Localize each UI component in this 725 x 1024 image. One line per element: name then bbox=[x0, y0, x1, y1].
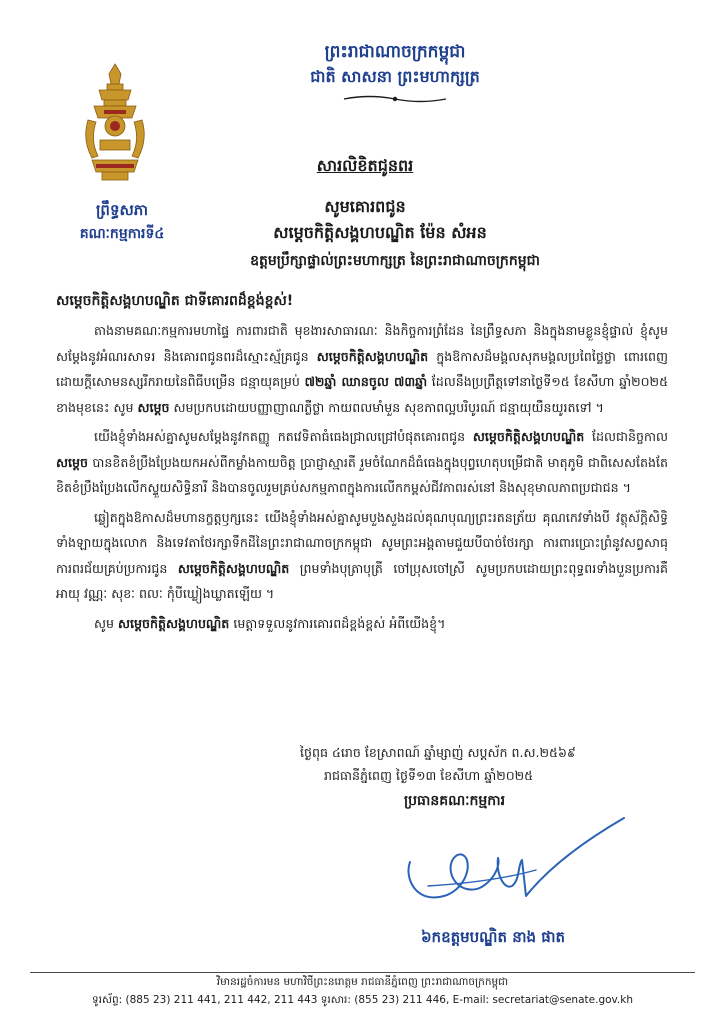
divider-ornament-icon bbox=[340, 94, 450, 104]
closing-line bbox=[56, 611, 668, 637]
letter-body bbox=[56, 288, 668, 636]
signer-name: ៦កឧត្តមបណ្ឌិត នាង ផាត bbox=[420, 928, 566, 946]
p2-text: បានខិតខំប្រឹងប្រែងយកអស់ពីកម្លាំងកាយចិត្ត ប្រាជ្ញាស្មារតី រួមចំណែកដ៏ធំធេងក្នុងបុព្វហេតុបម្រើជាតិ មាតុភូមិ ជាពិសេសតែងតែខិតខំប្រឹងប្រែងលើកស្ទួយសិទ្ធិនារី និងបានចូលរួមគ្រប់សកម្មភាពក្នុងការលើកកម្ពស់ជីវភាពរស់នៅ និងសុខុមាលភាពប្រជាជន ។ bbox=[56, 454, 668, 495]
addressee-position: ឧត្តមប្រឹក្សាផ្ទាល់ព្រះមហាក្សត្រ នៃព្រះរាជាណាចក្រកម្ពុជា bbox=[250, 253, 540, 269]
salutation: សម្តេចកិត្តិសង្គហបណ្ឌិត ជាទីគោរពដ៏ខ្ពង់ខ្ពស់! bbox=[56, 293, 294, 309]
closing-text: មេត្តាទទួលនូវការគោរពដ៏ខ្ពង់ខ្ពស់ អំពីយើងខ្ញុំ។ bbox=[229, 615, 446, 631]
paragraph-1 bbox=[56, 318, 668, 420]
p1-text: តាងនាមគណៈកម្មការមហាផ្ទៃ ការពារជាតិ មុខងារសាធារណៈ និងកិច្ចការព្រំដែន នៃព្រឹទ្ធសភា និងក្នុងនាមខ្លួនខ្ញុំផ្ទាល់ ខ្ញុំសូមសម្តែងនូវអំណរសាទរ និងគោរពជូនពរដ៏ស្មោះស្ម័គ្រជូន bbox=[56, 323, 668, 364]
addressee-intro: សូមគោរពជូន bbox=[324, 197, 406, 216]
paragraph-3 bbox=[56, 505, 668, 607]
lunar-date: ថ្ងៃពុធ ៤រោច ខែស្រាពណ៍ ឆ្នាំម្សាញ់ សប្តស័ក ព.ស.២៥៦៩ bbox=[300, 745, 576, 760]
addressee-name: សម្តេចកិត្តិសង្គហបណ្ឌិត ម៉ែន សំអន bbox=[273, 223, 487, 242]
closing-text: សូម bbox=[94, 615, 118, 631]
solar-date: រាជធានីភ្នំពេញ ថ្ងៃទី១៣ ខែសីហា ឆ្នាំ២០២៥ bbox=[324, 768, 534, 783]
national-motto: ជាតិ សាសនា ព្រះមហាក្សត្រ bbox=[310, 67, 480, 86]
p1-age: ៧២ឆ្នាំ ឈានចូល ៧៣ឆ្នាំ bbox=[304, 374, 428, 389]
royal-crest-icon bbox=[74, 60, 156, 190]
p2-emphasis: សម្តេចកិត្តិសង្គហបណ្ឌិត bbox=[472, 429, 585, 444]
p2-emphasis: សម្តេច bbox=[56, 454, 88, 470]
p1-text: សមប្រកបដោយបញ្ញាញាណភ្លឺថ្លា កាយពលមាំមួន សុខភាពល្អបរិបូរណ៍ ជន្មាយុយឺនយូរតទៅ ។ bbox=[169, 399, 604, 415]
footer-address: វិមានរដ្ឋចំការមន មហាវិថីព្រះនរោត្តម រាជធានីភ្នំពេញ ព្រះរាជាណាចក្រកម្ពុជា bbox=[216, 976, 509, 988]
p1-text: ដែលនឹងប្រព្រឹត្តទៅនាថ្ងៃទី១៥ ខែសីហា ឆ្នាំ២០២៥ ខាងមុខនេះ សូម bbox=[56, 374, 669, 415]
p3-text: ព្រមទាំងបុត្រាបុត្រី ចៅប្រុសចៅស្រី សូមប្រកបដោយព្រះពុទ្ធពរទាំងបួនប្រការគឺ អាយុ វណ្ណៈ សុខៈ ពលៈ កុំបីឃ្លៀងឃ្លាតឡើយ ។ bbox=[56, 560, 668, 601]
footer-contact: ទូរស័ព្ទ: (885 23) 211 441, 211 442, 211 443 ទូរសារ: (855 23) 211 446, E-mail: secretariat@senate.gov.kh bbox=[91, 994, 634, 1006]
closing-emphasis: សម្តេចកិត្តិសង្គហបណ្ឌិត bbox=[118, 615, 230, 631]
institution-name: ព្រឹទ្ធសភា bbox=[95, 201, 149, 219]
p1-emphasis: សម្តេចកិត្តិសង្គហបណ្ឌិត bbox=[316, 348, 429, 364]
p2-text: ដែលជានិច្ចកាល bbox=[584, 429, 668, 444]
document-title: សារលិខិតជូនពរ bbox=[316, 156, 414, 175]
p3-emphasis: សម្តេចកិត្តិសង្គហបណ្ឌិត bbox=[177, 560, 290, 576]
p1-text: ក្នុងឱកាសដ៏មង្គលសុភមង្គលប្រពៃថ្លៃថ្លា ពោរពេញដោយក្តីសោមនស្សរីករាយនៃពិធីបម្រើន ជន្មាយុគម្រប់ bbox=[56, 348, 668, 389]
p1-emphasis: សម្តេច bbox=[137, 399, 170, 415]
p3-text: ឆ្លៀតក្នុងឱកាសដ៏មហានក្ខត្តឫក្សនេះ យើងខ្ញុំទាំងអស់គ្នាសូមបួងសួងដល់គុណបុណ្យព្រះរតនត្រ័យ គុណកេវទាំងបី វត្ថុស័ក្តិសិទ្ធិទាំងឡាយក្នុងលោក និងទេវតាថែរក្សាទឹកដីនៃព្រះរាជាណាចក្រកម្ពុជា សូមព្រះអង្គតាមជួយបីបាច់ថែរក្សា ការពារប្រោះព្រំនូវសព្វសាធុការពរជ័យគ្រប់ប្រការជូន bbox=[56, 509, 668, 576]
footer-divider bbox=[30, 972, 695, 973]
handwritten-signature-icon bbox=[400, 800, 630, 910]
paragraph-2 bbox=[56, 424, 668, 501]
commission-name: គណៈកម្មការទី៤ bbox=[79, 226, 165, 242]
signer-title: ប្រធានគណៈកម្មការ bbox=[404, 793, 506, 809]
kingdom-title: ព្រះរាជាណាចក្រកម្ពុជា bbox=[324, 42, 466, 62]
p2-text: យើងខ្ញុំទាំងអស់គ្នាសូមសម្តែងនូវកតញ្ញូ កតវេទិតាធំធេងជ្រាលជ្រៅបំផុតគោរពជូន bbox=[94, 429, 473, 444]
